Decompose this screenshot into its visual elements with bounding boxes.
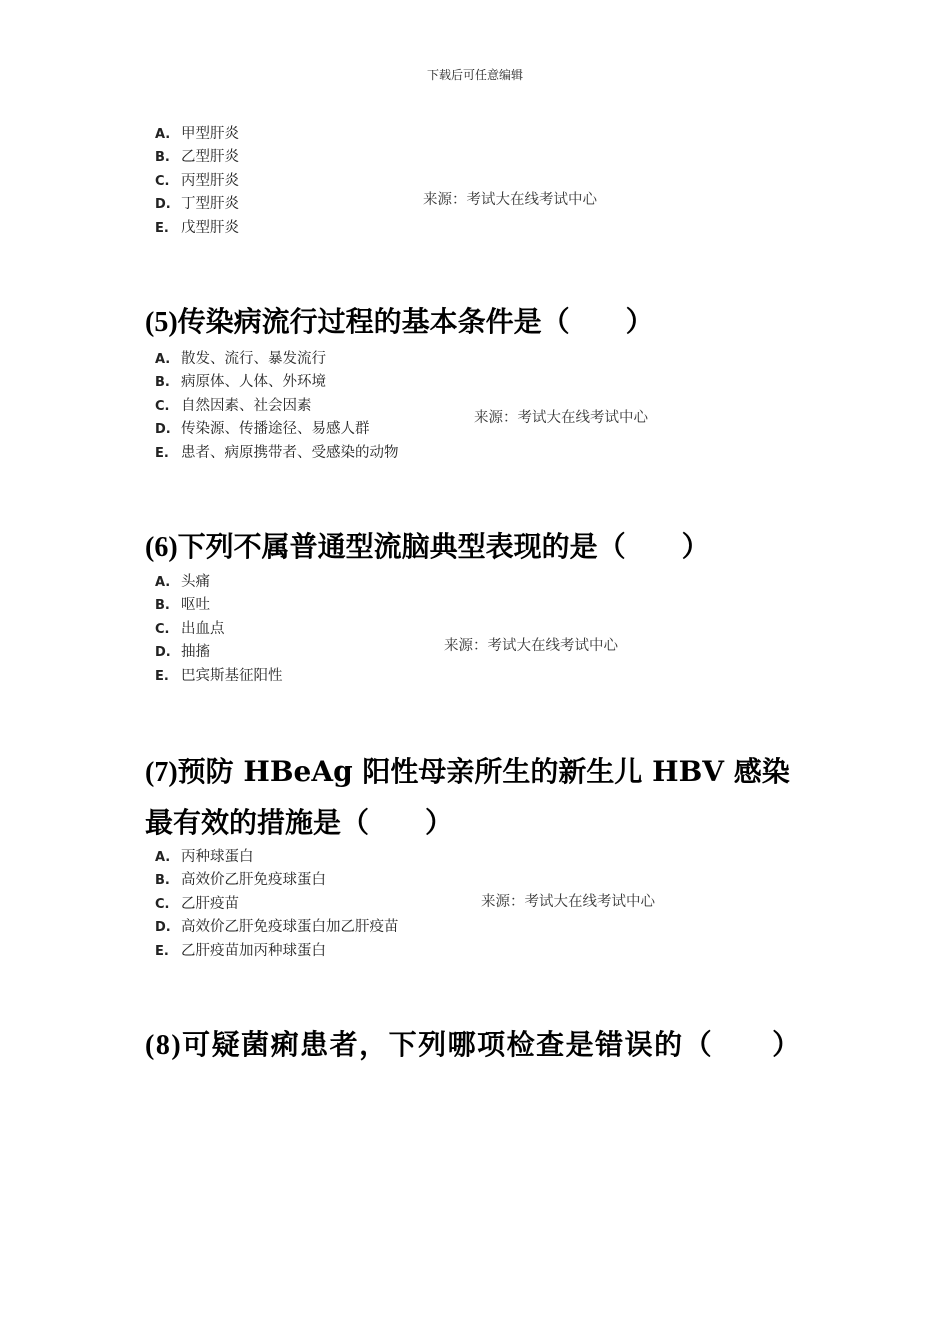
- question-text: 传染病流行过程的基本条件是（ ）: [177, 305, 654, 338]
- option-letter: A.: [155, 575, 171, 590]
- option-text: 病原体、人体、外环境: [181, 374, 326, 391]
- option-c: [155, 395, 399, 418]
- option-text: 自然因素、社会因素: [181, 397, 312, 414]
- q6-source-note: 来源：考试大在线考试中心: [444, 638, 618, 654]
- option-text: 乙型肝炎: [181, 149, 239, 166]
- option-text: 乙肝疫苗加丙种球蛋白: [181, 942, 326, 959]
- option-b: [155, 371, 399, 394]
- q7-source-note: 来源：考试大在线考试中心: [481, 894, 655, 910]
- option-text: 传染源、传播途径、易感人群: [181, 421, 370, 438]
- option-letter: C.: [155, 173, 170, 189]
- option-letter: A.: [155, 127, 171, 142]
- question-5: [145, 297, 815, 348]
- question-text: 可疑菌痢患者，下列哪项检查是错误的（ ）: [182, 1028, 802, 1061]
- option-text: 散发、流行、暴发流行: [181, 351, 326, 367]
- option-b: [155, 146, 239, 169]
- option-letter: D.: [155, 645, 171, 661]
- q5-options: [155, 348, 399, 465]
- option-text: 巴宾斯基征阳性: [181, 667, 283, 684]
- question-number: (7): [145, 757, 178, 788]
- option-text: 患者、病原携带者、受感染的动物: [181, 444, 399, 461]
- question-8: [145, 1020, 815, 1071]
- option-d: [155, 418, 399, 441]
- option-letter: D.: [155, 197, 171, 213]
- option-letter: D.: [155, 920, 171, 936]
- option-text: 出血点: [181, 620, 225, 637]
- q4-source-note: 来源：考试大在线考试中心: [423, 192, 597, 208]
- option-d: [155, 641, 283, 664]
- option-letter: B.: [155, 375, 170, 391]
- question-text: 下列不属普通型流脑典型表现的是（ ）: [177, 530, 710, 563]
- option-text: 乙肝疫苗: [181, 895, 239, 912]
- q4-options: [155, 123, 239, 240]
- option-text: 抽搐: [181, 644, 210, 661]
- option-text: 甲型肝炎: [181, 126, 239, 142]
- question-number: (5): [145, 307, 178, 338]
- option-letter: C.: [155, 621, 170, 637]
- option-letter: E.: [155, 668, 169, 684]
- option-e: [155, 940, 399, 963]
- option-letter: B.: [155, 598, 170, 614]
- option-letter: C.: [155, 398, 170, 414]
- option-b: [155, 594, 283, 617]
- option-a: [155, 348, 399, 371]
- option-e: [155, 442, 399, 465]
- option-letter: C.: [155, 896, 170, 912]
- page-header: 下载后可任意编辑: [426, 68, 523, 82]
- q6-options: [155, 571, 283, 688]
- option-text: 头痛: [181, 574, 210, 590]
- question-7: [145, 747, 815, 848]
- option-text: 丙型肝炎: [181, 172, 239, 189]
- question-number: (8): [145, 1030, 183, 1061]
- option-d: [155, 193, 239, 216]
- option-letter: E.: [155, 220, 169, 236]
- option-e: [155, 217, 239, 240]
- option-letter: B.: [155, 873, 170, 889]
- option-text: 戊型肝炎: [181, 219, 239, 236]
- option-letter: D.: [155, 422, 171, 438]
- option-text: 高效价乙肝免疫球蛋白: [181, 872, 326, 889]
- option-letter: B.: [155, 150, 170, 166]
- option-text: 丙种球蛋白: [181, 849, 254, 865]
- option-d: [155, 916, 399, 939]
- option-c: [155, 618, 283, 641]
- question-number: (6): [145, 532, 178, 563]
- option-a: [155, 571, 283, 594]
- option-letter: A.: [155, 352, 171, 367]
- option-e: [155, 665, 283, 688]
- q7-options: [155, 846, 399, 963]
- option-b: [155, 869, 399, 892]
- option-c: [155, 893, 399, 916]
- q5-source-note: 来源：考试大在线考试中心: [474, 410, 648, 426]
- option-text: 呕吐: [181, 597, 210, 614]
- option-text: 丁型肝炎: [181, 196, 239, 213]
- option-letter: E.: [155, 445, 169, 461]
- option-a: [155, 123, 239, 146]
- option-a: [155, 846, 399, 869]
- question-text: 预防 HBeAg 阳性母亲所生的新生儿 HBV 感染最有效的措施是（ ）: [145, 755, 790, 839]
- option-letter: E.: [155, 943, 169, 959]
- question-6: [145, 522, 815, 573]
- option-letter: A.: [155, 850, 171, 865]
- option-c: [155, 170, 239, 193]
- option-text: 高效价乙肝免疫球蛋白加乙肝疫苗: [181, 919, 399, 936]
